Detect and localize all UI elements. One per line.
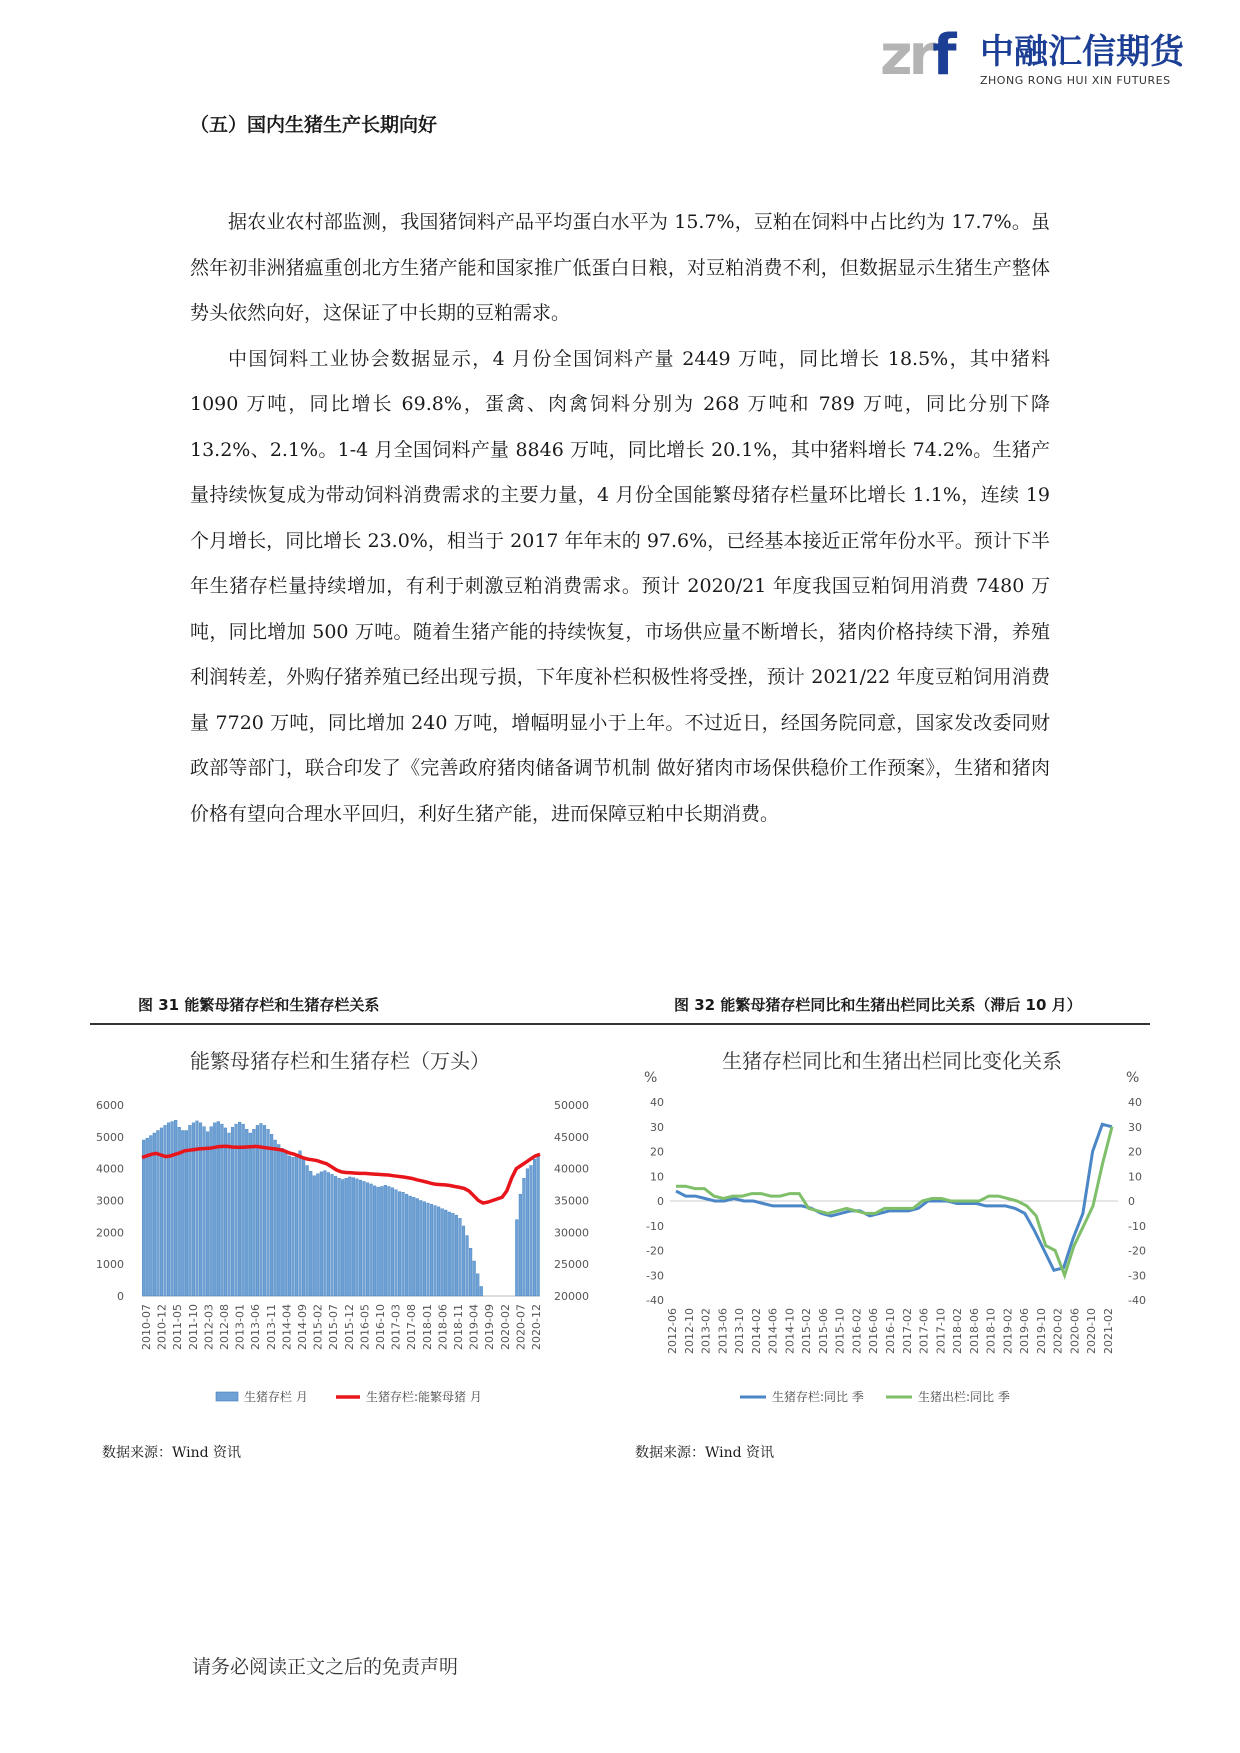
- bar: [260, 1123, 263, 1296]
- legend-label: 生猪存栏:能繁母猪 月: [366, 1390, 482, 1404]
- bar: [149, 1136, 152, 1296]
- x-tick-label: 2014-02: [749, 1308, 763, 1354]
- y-tick-left: 30: [650, 1120, 664, 1134]
- bar: [409, 1196, 412, 1296]
- x-tick-label: 2015-06: [816, 1308, 830, 1354]
- bar: [164, 1125, 167, 1296]
- y-tick-right: -20: [1128, 1244, 1146, 1258]
- y-tick-right: 25000: [554, 1258, 589, 1272]
- y-tick-left: 4000: [96, 1162, 124, 1176]
- bar: [277, 1144, 280, 1296]
- bar: [299, 1151, 302, 1296]
- x-tick-label: 2010-12: [155, 1304, 169, 1350]
- bar: [462, 1226, 465, 1296]
- bar: [480, 1286, 483, 1296]
- data-source: 数据来源：Wind 资讯: [635, 1445, 775, 1461]
- y-tick-right: -10: [1128, 1219, 1146, 1233]
- y-tick-left: 2000: [96, 1226, 124, 1240]
- x-tick-label: 2020-02: [1051, 1308, 1065, 1354]
- y-tick-left: 10: [650, 1170, 664, 1184]
- y-tick-right: 40: [1128, 1096, 1142, 1109]
- bar: [391, 1188, 394, 1296]
- x-tick-label: 2018-06: [967, 1308, 981, 1354]
- y-tick-right: -30: [1128, 1269, 1146, 1283]
- legend-swatch-bar: [216, 1392, 238, 1401]
- paragraph: 中国饲料工业协会数据显示，4 月份全国饲料产量 2449 万吨，同比增长 18.5%，其中猪料 1090 万吨，同比增长 69.8%，蛋禽、肉禽饲料分别为 268 万吨和 789 万吨，同比分别下降 13.2%、2.1%。1-4 月全国饲料产量 8846 万吨，同比增长 20.1%，其中猪料增长 74.2%。生猪产量持续恢复成为带动饲料消费需求的主要力量，4 月份全国能繁母猪存栏量环比增长 1.1%，连续 19 个月增长，同比增长 23.0%，相当于 2017 年年末的 97.6%，已经基本接近正常年份水平。预计下半年生猪存栏量持续增加，有利于刺激豆粕消费需求。预计 2020/21 年度我国豆粕饲用消费 7480 万吨，同比增加 500 万吨。随着生猪产能的持续恢复，市场供应量不断增长，猪肉价格持续下滑，养殖利润转差，外购仔猪养殖已经出现亏损，下年度补栏积极性将受挫，预计 2021/22 年度豆粕饲用消费量 7720 万吨，同比增加 240 万吨，增幅明显小于上年。不过近日，经国务院同意，国家发改委同财政部等部门，联合印发了《完善政府猪肉储备调节机制 做好猪肉市场保供稳价工作预案》，生猪和猪肉价格有望向合理水平回归，利好生猪产能，进而保障豆粕中长期消费。: [190, 347, 1050, 825]
- chart-hog-yoy: [630, 1030, 1150, 1430]
- bar: [455, 1215, 458, 1296]
- bar: [419, 1201, 422, 1297]
- bar: [220, 1124, 223, 1296]
- bar: [270, 1134, 273, 1296]
- x-tick-label: 2013-01: [233, 1304, 247, 1350]
- y-tick-right: 0: [1128, 1195, 1135, 1208]
- y-tick-left: 5000: [96, 1130, 124, 1144]
- paragraph: 据农业农村部监测，我国猪饲料产品平均蛋白水平为 15.7%，豆粕在饲料中占比约为 17.7%。虽然年初非洲猪瘟重创北方生猪产能和国家推广低蛋白日粮，对豆粕消费不利，但数据显示生猪生产整体势头依然向好，这保证了中长期的豆粕需求。: [190, 211, 1050, 324]
- bar: [235, 1124, 238, 1296]
- bar: [256, 1125, 259, 1296]
- x-tick-label: 2016-10: [884, 1308, 897, 1354]
- legend-label: 生猪存栏 月: [244, 1390, 308, 1404]
- bar: [320, 1172, 323, 1296]
- x-tick-label: 2015-02: [800, 1308, 814, 1354]
- x-tick-label: 2011-10: [186, 1304, 200, 1350]
- x-tick-label: 2018-11: [452, 1304, 465, 1350]
- bar: [423, 1202, 426, 1296]
- bar: [309, 1171, 312, 1296]
- bar: [341, 1179, 344, 1296]
- bar: [473, 1261, 476, 1296]
- y-tick-left: -20: [646, 1244, 664, 1258]
- x-tick-label: 2013-02: [699, 1308, 713, 1354]
- x-tick-label: 2013-11: [264, 1304, 278, 1350]
- bar: [384, 1185, 387, 1296]
- bar: [185, 1130, 188, 1296]
- y-tick-left: -30: [646, 1269, 664, 1283]
- data-source: 数据来源：Wind 资讯: [102, 1445, 242, 1461]
- bar: [459, 1218, 462, 1296]
- x-tick-label: 2014-04: [280, 1304, 294, 1350]
- bar: [210, 1127, 213, 1296]
- x-tick-label: 2018-02: [951, 1308, 965, 1354]
- bar: [249, 1133, 252, 1296]
- x-tick-label: 2017-02: [900, 1308, 914, 1354]
- x-tick-label: 2018-01: [420, 1304, 434, 1350]
- y-tick-left: 1000: [96, 1258, 124, 1272]
- bar: [306, 1165, 309, 1296]
- bar: [267, 1129, 270, 1296]
- bar: [434, 1206, 437, 1296]
- x-tick-label: 2019-06: [1018, 1308, 1032, 1354]
- figure-caption: 图 32 能繁母猪存栏同比和生猪出栏同比关系（滞后 10 月）: [674, 996, 1082, 1014]
- y-tick-right: 40000: [554, 1162, 589, 1176]
- bar: [388, 1186, 391, 1296]
- bar: [203, 1127, 206, 1296]
- chart-title: 生猪存栏同比和生猪出栏同比变化关系: [722, 1049, 1062, 1073]
- x-tick-label: 2017-03: [389, 1304, 403, 1350]
- bar: [469, 1248, 472, 1296]
- bar: [174, 1120, 177, 1296]
- x-tick-label: 2016-10: [374, 1304, 387, 1350]
- bar: [373, 1186, 376, 1296]
- disclaimer-footer: 请务必阅读正文之后的免责声明: [192, 1656, 459, 1678]
- bar: [356, 1179, 359, 1296]
- bar: [348, 1177, 351, 1296]
- x-tick-label: 2016-05: [358, 1304, 372, 1350]
- bar: [441, 1209, 444, 1296]
- x-tick-label: 2021-02: [1102, 1308, 1115, 1354]
- x-tick-label: 2020-10: [1085, 1308, 1099, 1354]
- bar: [345, 1178, 348, 1296]
- y-tick-right: 20: [1128, 1145, 1142, 1159]
- bar: [316, 1174, 319, 1296]
- y-tick-right: 10: [1128, 1170, 1142, 1184]
- y-tick-right: 20000: [554, 1290, 589, 1303]
- bar: [167, 1123, 170, 1296]
- y-tick-left: -40: [646, 1294, 664, 1307]
- y-tick-right: 30000: [554, 1226, 589, 1240]
- y-tick-right: 30: [1128, 1120, 1142, 1134]
- bar: [466, 1236, 469, 1296]
- x-tick-label: 2014-10: [783, 1308, 797, 1354]
- x-tick-label: 2014-09: [296, 1304, 309, 1350]
- x-tick-label: 2020-07: [514, 1304, 528, 1350]
- section-title: （五）国内生猪生产长期向好: [190, 114, 438, 136]
- bar: [523, 1178, 526, 1296]
- bar: [292, 1157, 295, 1296]
- bar: [284, 1152, 287, 1296]
- bar: [274, 1140, 277, 1296]
- bar: [181, 1130, 184, 1296]
- bar: [437, 1207, 440, 1296]
- y-tick-left: 0: [117, 1290, 124, 1303]
- bar: [171, 1122, 174, 1296]
- x-tick-label: 2016-02: [850, 1308, 864, 1354]
- x-tick-label: 2020-12: [530, 1304, 543, 1350]
- x-tick-label: 2013-06: [249, 1304, 263, 1350]
- y-tick-left: 40: [650, 1096, 664, 1109]
- bar: [530, 1165, 533, 1296]
- bar: [263, 1125, 266, 1296]
- bar: [402, 1192, 405, 1296]
- bar: [352, 1178, 355, 1296]
- x-tick-label: 2017-08: [405, 1304, 419, 1350]
- bar: [295, 1154, 298, 1296]
- x-tick-label: 2018-06: [436, 1304, 450, 1350]
- y-tick-right: -40: [1128, 1294, 1146, 1307]
- bar: [231, 1127, 234, 1296]
- bar: [338, 1178, 341, 1296]
- x-tick-label: 2020-02: [498, 1304, 512, 1350]
- bar: [412, 1197, 415, 1296]
- y-tick-left: 6000: [96, 1099, 124, 1112]
- bar: [302, 1157, 305, 1296]
- bar: [519, 1194, 522, 1296]
- x-tick-label: 2012-03: [202, 1304, 216, 1350]
- y-tick-right: 50000: [554, 1099, 589, 1112]
- bar: [451, 1213, 454, 1296]
- bar: [427, 1203, 430, 1296]
- bar: [405, 1194, 408, 1296]
- figure-caption: 图 31 能繁母猪存栏和生猪存栏关系: [138, 996, 380, 1014]
- bar: [142, 1140, 145, 1296]
- y-tick-right: 45000: [554, 1130, 589, 1144]
- bar: [146, 1138, 149, 1296]
- bar: [416, 1199, 419, 1296]
- legend-label: 生猪存栏:同比 季: [772, 1390, 864, 1404]
- x-tick-label: 2020-06: [1068, 1308, 1082, 1354]
- x-tick-label: 2012-10: [682, 1308, 696, 1354]
- bar: [324, 1171, 327, 1296]
- y-axis-unit-left: %: [644, 1070, 658, 1086]
- logo-mark: zrf: [880, 23, 953, 88]
- bar: [444, 1210, 447, 1296]
- company-name-cn: 中融汇信期货: [980, 32, 1184, 72]
- bar: [448, 1212, 451, 1296]
- y-tick-left: 3000: [96, 1194, 124, 1208]
- x-tick-label: 2019-09: [483, 1304, 497, 1350]
- body-text: [190, 200, 1050, 837]
- company-logo: [880, 22, 1190, 92]
- chart-sow-and-hog-inventory: [96, 1030, 600, 1430]
- x-tick-label: 2013-10: [733, 1308, 747, 1354]
- bar: [363, 1181, 366, 1296]
- bar: [398, 1192, 401, 1296]
- y-axis-unit-right: %: [1126, 1070, 1140, 1086]
- x-tick-label: 2015-12: [342, 1304, 356, 1350]
- x-tick-label: 2012-06: [666, 1308, 679, 1354]
- x-tick-label: 2014-06: [766, 1308, 780, 1354]
- x-tick-label: 2019-02: [1001, 1308, 1015, 1354]
- legend-label: 生猪出栏:同比 季: [918, 1390, 1010, 1404]
- bar: [380, 1186, 383, 1296]
- x-tick-label: 2015-07: [327, 1304, 341, 1350]
- x-tick-label: 2015-10: [833, 1308, 847, 1354]
- y-tick-left: -10: [646, 1219, 664, 1233]
- bar: [281, 1148, 284, 1296]
- x-tick-label: 2018-10: [984, 1308, 998, 1354]
- bar: [252, 1129, 255, 1296]
- x-tick-label: 2015-02: [311, 1304, 325, 1350]
- y-tick-left: 20: [650, 1145, 664, 1159]
- bar: [370, 1184, 373, 1296]
- bar: [476, 1274, 479, 1296]
- x-tick-label: 2017-06: [917, 1308, 931, 1354]
- bar: [327, 1172, 330, 1296]
- x-tick-label: 2019-10: [1034, 1308, 1048, 1354]
- bar: [228, 1133, 231, 1296]
- x-tick-label: 2017-10: [934, 1308, 948, 1354]
- x-tick-label: 2013-06: [716, 1308, 730, 1354]
- bar: [430, 1204, 433, 1296]
- bar: [359, 1180, 362, 1296]
- x-tick-label: 2010-07: [140, 1304, 153, 1350]
- bar: [206, 1132, 209, 1296]
- bar: [334, 1176, 337, 1296]
- bar: [153, 1133, 156, 1296]
- x-tick-label: 2012-08: [218, 1304, 231, 1350]
- chart-title: 能繁母猪存栏和生猪存栏（万头）: [190, 1049, 490, 1073]
- x-tick-label: 2011-05: [171, 1304, 185, 1350]
- y-tick-right: 35000: [554, 1194, 589, 1208]
- bar: [196, 1121, 199, 1296]
- y-tick-left: 0: [657, 1195, 664, 1208]
- bar: [313, 1176, 316, 1296]
- bar: [515, 1220, 518, 1296]
- x-tick-label: 2019-04: [467, 1304, 481, 1350]
- bar: [533, 1159, 536, 1296]
- bar: [224, 1128, 227, 1296]
- bar: [242, 1124, 245, 1296]
- divider: [90, 1023, 1150, 1025]
- bar: [288, 1156, 291, 1296]
- company-name-en: ZHONG RONG HUI XIN FUTURES: [980, 74, 1171, 87]
- bar: [377, 1187, 380, 1296]
- bar: [366, 1183, 369, 1296]
- bar: [537, 1156, 540, 1296]
- bar: [395, 1190, 398, 1296]
- bar: [526, 1169, 529, 1296]
- bar: [331, 1174, 334, 1296]
- x-tick-label: 2016-06: [867, 1308, 881, 1354]
- bar: [245, 1129, 248, 1296]
